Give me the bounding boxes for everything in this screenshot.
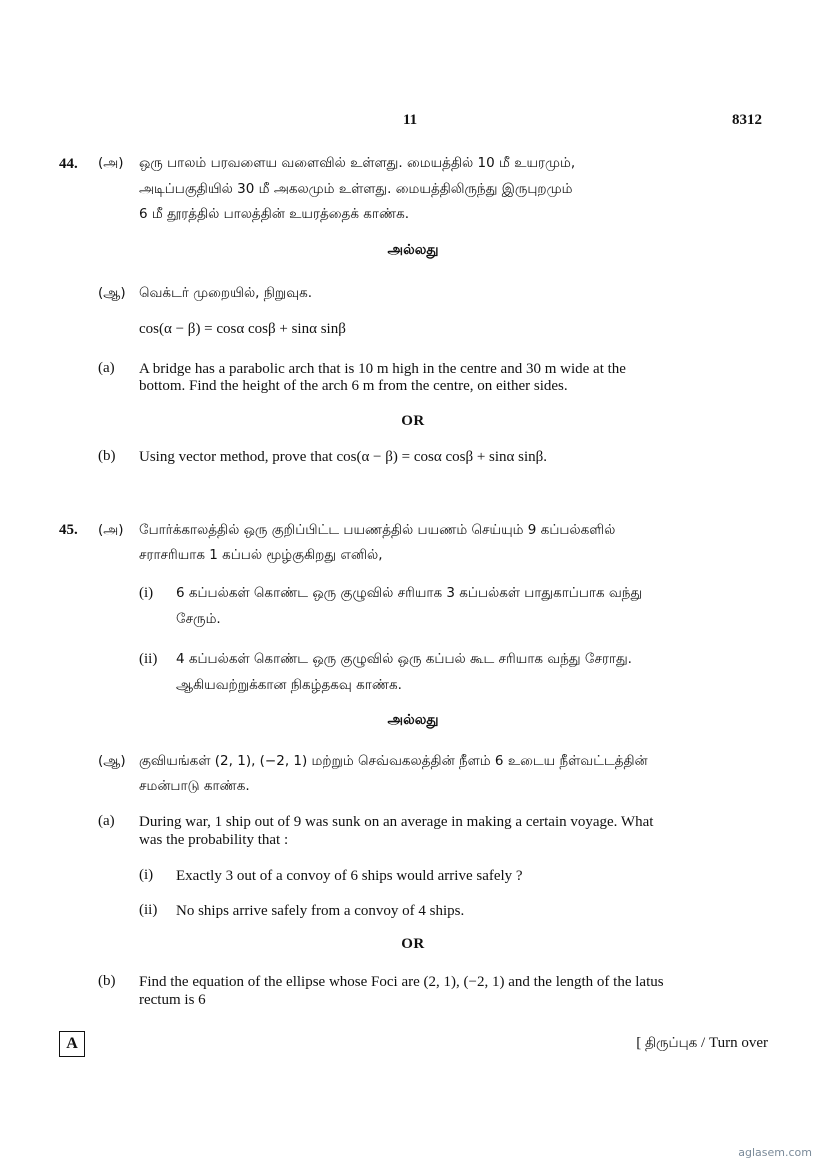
q44-a-tamil-line3: 6 மீ தூரத்தில் பாலத்தின் உயரத்தைக் காண்க.: [139, 206, 410, 222]
question-number: 44.: [59, 156, 78, 172]
q45-b-tamil-line1: குவியங்கள் (2, 1), (−2, 1) மற்றும் செவ்வகலத்தின் நீளம் 6 உடைய நீள்வட்டத்தின்: [139, 753, 648, 769]
q45-b-english-line1: Find the equation of the ellipse whose Foci are (2, 1), (−2, 1) and the length of the latus: [139, 974, 664, 990]
or-separator-ta: அல்லது: [387, 242, 439, 258]
turn-over-english: Turn over: [708, 1035, 768, 1051]
or-separator-ta: அல்லது: [387, 712, 439, 728]
q45-a-tamil-line2: சராசரியாக 1 கப்பல் மூழ்குகிறது எனில்,: [139, 547, 383, 563]
q45-b-english-line2: rectum is 6: [139, 992, 206, 1008]
q45-i-tamil-line2: சேரும்.: [176, 611, 221, 627]
q45-a-english-line1: During war, 1 ship out of 9 was sunk on an average in making a certain voyage. What: [139, 814, 654, 830]
page-number: 11: [403, 112, 418, 128]
turn-separator: /: [701, 1035, 706, 1051]
q44-b-tamil: வெக்டர் முறையில், நிறுவுக.: [139, 285, 313, 301]
subpart-label: (ii): [139, 651, 158, 667]
q45-i-english: Exactly 3 out of a convoy of 6 ships would arrive safely ?: [176, 868, 523, 884]
option-label-ta: (அ): [98, 522, 124, 538]
option-label-en: (b): [98, 448, 116, 464]
or-separator-en: OR: [401, 936, 425, 952]
subpart-label: (i): [139, 867, 154, 883]
paper-code: 8312: [732, 112, 762, 128]
option-label-en: (a): [98, 813, 115, 829]
option-label-ta: (ஆ): [98, 753, 126, 769]
turn-over-tamil: திருப்புக: [644, 1035, 698, 1051]
q44-b-formula: cos(α − β) = cosα cosβ + sinα sinβ: [139, 321, 346, 337]
watermark: aglasem.com: [738, 1146, 812, 1159]
option-label-ta: (அ): [98, 155, 124, 171]
q45-ii-tamil-line2: ஆகியவற்றுக்கான நிகழ்தகவு காண்க.: [176, 677, 402, 693]
q44-a-english-line1: A bridge has a parabolic arch that is 10 m high in the centre and 30 m wide at the: [139, 361, 626, 377]
subpart-label: (i): [139, 585, 154, 601]
question-number: 45.: [59, 522, 78, 538]
q44-a-english-line2: bottom. Find the height of the arch 6 m from the centre, on either sides.: [139, 378, 568, 394]
option-label-ta: (ஆ): [98, 285, 126, 301]
subpart-label: (ii): [139, 902, 158, 918]
q45-a-tamil-line1: போர்க்காலத்தில் ஒரு குறிப்பிட்ட பயணத்தில் பயணம் செய்யும் 9 கப்பல்களில்: [139, 522, 616, 538]
q45-ii-tamil-line1: 4 கப்பல்கள் கொண்ட ஒரு குழுவில் ஒரு கப்பல் கூட சரியாக வந்து சேராது.: [176, 651, 632, 667]
q45-b-tamil-line2: சமன்பாடு காண்க.: [139, 778, 250, 794]
q44-a-tamil-line2: அடிப்பகுதியில் 30 மீ அகலமும் உள்ளது. மையத்திலிருந்து இருபுறமும்: [139, 181, 573, 197]
q45-ii-english: No ships arrive safely from a convoy of 4 ships.: [176, 903, 465, 919]
option-label-en: (a): [98, 360, 115, 376]
q44-a-tamil-line1: ஒரு பாலம் பரவளைய வளைவில் உள்ளது. மையத்தில் 10 மீ உயரமும்,: [139, 155, 576, 171]
q44-b-english: Using vector method, prove that cos(α − β) = cosα cosβ + sinα sinβ.: [139, 449, 548, 465]
or-separator-en: OR: [401, 413, 425, 429]
turn-over-note: [636, 1035, 768, 1053]
option-label-en: (b): [98, 973, 116, 989]
turn-bracket: [: [636, 1035, 642, 1051]
series-box: A: [59, 1031, 85, 1057]
q45-i-tamil-line1: 6 கப்பல்கள் கொண்ட ஒரு குழுவில் சரியாக 3 கப்பல்கள் பாதுகாப்பாக வந்து: [176, 585, 643, 601]
q45-a-english-line2: was the probability that :: [139, 832, 289, 848]
